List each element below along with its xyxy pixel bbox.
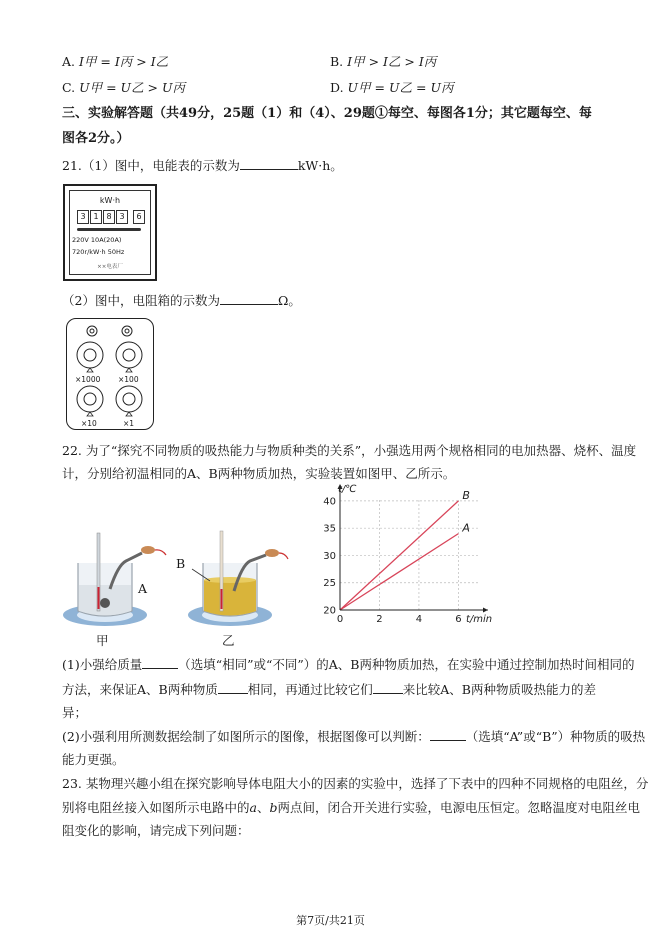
- option-a-formula: I甲 = I丙 > I乙: [79, 54, 169, 69]
- option-b-formula: I甲 > I乙 > I丙: [347, 54, 437, 69]
- meter-digit: 3: [116, 210, 128, 224]
- option-d: [330, 79, 454, 97]
- dial-label-100: ×100: [118, 375, 139, 384]
- q22-sub2-text-a: (2)小强利用所测数据绘制了如图所示的图像，根据图像可以判断：: [62, 729, 430, 744]
- meter-digit-decimal: 6: [133, 210, 145, 224]
- q22-sub2-line1: [62, 728, 645, 746]
- answer-blank[interactable]: [218, 681, 248, 694]
- meter-digit: 3: [77, 210, 89, 224]
- resistance-box-drawing: [67, 319, 153, 429]
- meter-constant: 720r/kW·h 50Hz: [72, 248, 125, 256]
- q22-sub2-text-b: （选填“A”或“B”）种物质的吸热: [465, 729, 646, 744]
- x-axis-arrow: [483, 608, 488, 613]
- answer-blank[interactable]: [373, 681, 403, 694]
- resistance-box-figure: [66, 318, 154, 430]
- dial-label-10: ×10: [81, 419, 97, 428]
- y-tick-label: 30: [323, 550, 336, 562]
- y-tick-label: 20: [323, 605, 336, 617]
- temperature-time-chart: [318, 480, 498, 630]
- dial-label-1000: ×1000: [75, 375, 101, 384]
- answer-blank[interactable]: [220, 292, 278, 305]
- q23-sep: 、: [256, 800, 270, 815]
- beaker-yi-drawing: [172, 525, 292, 635]
- q22-sub1-line1: [62, 656, 635, 674]
- option-c-formula: U甲 = U乙 > U丙: [79, 80, 186, 95]
- y-tick-label: 25: [323, 578, 336, 590]
- q22-sub1-text-d: 相同，再通过比较它们: [247, 682, 373, 697]
- meter-disc: [77, 228, 141, 231]
- option-c-letter: C.: [62, 80, 76, 95]
- beaker-yi-figure: [172, 525, 292, 635]
- answer-blank[interactable]: [430, 728, 466, 741]
- q22-intro-line1: 22. 为了“探究不同物质的吸热能力与物质种类的关系”，小强选用两个规格相同的电加热器、烧杯、温度: [62, 443, 637, 458]
- series-label-a: A: [462, 521, 470, 535]
- meter-digit: 1: [90, 210, 102, 224]
- answer-blank[interactable]: [240, 157, 298, 170]
- meter-digits: [77, 210, 145, 224]
- q22-sub1-text-c: 方法，来保证A、B两种物质: [62, 682, 218, 697]
- option-d-letter: D.: [330, 80, 344, 95]
- meter-rating: 220V 10A(20A): [72, 236, 122, 244]
- meter-maker: ××电表厂: [97, 264, 123, 270]
- y-axis-label: t/℃: [338, 484, 357, 495]
- x-tick-label: 4: [415, 614, 423, 625]
- q22-sub1-line3: 异；: [62, 705, 88, 720]
- beaker-jia-figure: [60, 525, 170, 635]
- dial-1: [116, 386, 142, 412]
- x-axis-label: t/min: [466, 614, 493, 625]
- section-heading-cont: 图各2分。）: [62, 131, 130, 146]
- q22-sub1-line2: [62, 681, 596, 699]
- q23-text-b: 两点间，闭合开关进行实验，电源电压恒定。忽略温度对电阻丝电: [277, 800, 641, 815]
- q23-line2: [62, 799, 640, 817]
- dial-100: [116, 342, 142, 368]
- q21-part1-text: 21.（1）图中，电能表的示数为: [62, 158, 240, 173]
- answer-blank[interactable]: [142, 656, 178, 669]
- figure-caption-jia: 甲: [96, 633, 109, 648]
- q23-line1: 23. 某物理兴趣小组在探究影响导体电阻大小的因素的实验中，选择了下表中的四种不同规格的电阻丝，分: [62, 776, 649, 791]
- option-a: [62, 53, 168, 71]
- q23-text-a: 别将电阻丝接入如图所示电路中的: [62, 800, 250, 815]
- q21-part1: [62, 157, 343, 175]
- q21-part2-text: （2）图中，电阻箱的示数为: [62, 293, 220, 308]
- q23-line3: 阻变化的影响，请完成下列问题：: [62, 823, 250, 838]
- option-d-formula: U甲 = U乙 = U丙: [347, 80, 454, 95]
- meter-unit: kW·h: [99, 196, 121, 205]
- point-a-var: a: [249, 800, 257, 815]
- x-tick-label: 0: [336, 614, 344, 625]
- meter-digit: 8: [103, 210, 115, 224]
- q22-sub1-text-a: (1)小强给质量: [62, 657, 143, 672]
- option-c: [62, 79, 185, 97]
- figure-caption-yi: 乙: [222, 633, 235, 648]
- dial-label-1: ×1: [123, 419, 135, 428]
- q22-sub1-text-e: 来比较A、B两种物质吸热能力的差: [402, 682, 596, 697]
- x-tick-label: 6: [455, 614, 462, 625]
- q21-part1-unit: kW·h。: [297, 158, 343, 173]
- option-b: [330, 53, 436, 71]
- dial-1000: [77, 342, 103, 368]
- q22-sub1-text-b: （选填“相同”或“不同”）的A、B两种物质加热，在实验中通过控制加热时间相同的: [178, 657, 635, 672]
- label-substance-a: A: [138, 581, 148, 596]
- y-tick-label: 35: [323, 523, 336, 535]
- beaker-jia-drawing: [60, 525, 170, 635]
- q22-intro-line2: 计，分别给初温相同的A、B两种物质加热，实验装置如图甲、乙所示。: [62, 466, 456, 481]
- energy-meter-figure: [63, 184, 157, 281]
- option-a-letter: A.: [62, 54, 76, 69]
- option-b-letter: B.: [330, 54, 344, 69]
- section-heading: 三、实验解答题（共49分，25题（1）和（4）、29题①每空、每图各1分；其它题每空、每: [62, 106, 592, 121]
- label-substance-b: B: [176, 556, 186, 571]
- dial-10: [77, 386, 103, 412]
- x-tick-label: 2: [376, 614, 383, 625]
- q21-part2-unit: Ω。: [277, 293, 301, 308]
- y-tick-label: 40: [323, 496, 336, 508]
- series-label-b: B: [462, 488, 470, 502]
- series-line-a: [340, 534, 458, 610]
- page-footer: 第7页/共21页: [296, 914, 365, 927]
- q21-part2: [62, 292, 301, 310]
- point-b-var: b: [269, 800, 278, 815]
- q22-sub2-line2: 能力更强。: [62, 752, 125, 767]
